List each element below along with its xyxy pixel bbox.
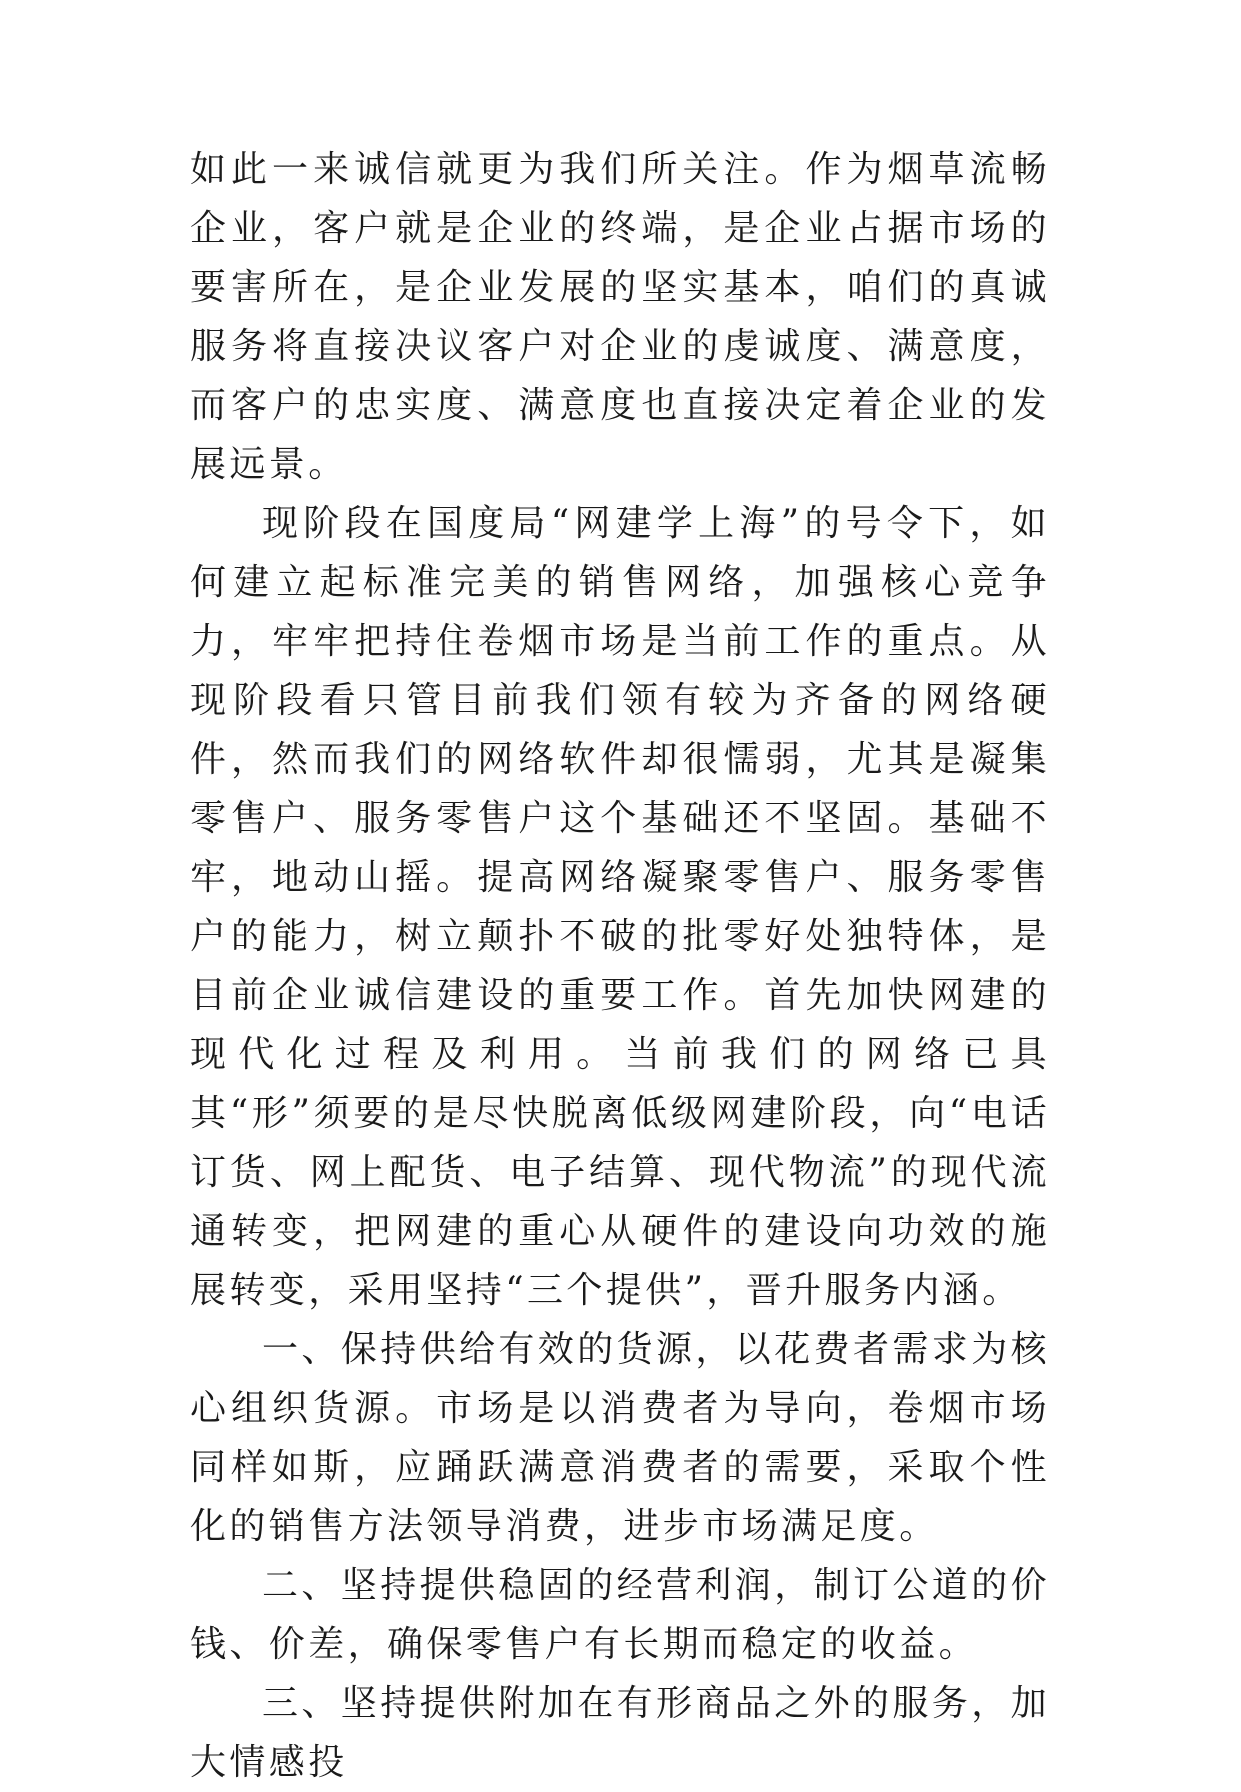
paragraph-5: 三、坚持提供附加在有形商品之外的服务，加大情感投 bbox=[190, 1683, 1051, 1783]
paragraph-4: 二、坚持提供稳固的经营利润，制订公道的价钱、价差，确保零售户有长期而稳定的收益。 bbox=[190, 1565, 1051, 1665]
paragraph-3: 一、保持供给有效的货源，以花费者需求为核心组织货源。市场是以消费者为导向，卷烟市场同样如斯，应踊跃满意消费者的需要，采取个性化的销售方法领导消费，进步市场满足度。 bbox=[190, 1329, 1051, 1547]
document-page bbox=[190, 140, 1050, 1792]
paragraph-1: 如此一来诚信就更为我们所关注。作为烟草流畅企业，客户就是企业的终端，是企业占据市场的要害所在，是企业发展的坚实基本，咱们的真诚服务将直接决议客户对企业的虔诚度、满意度，而客户的忠实度、满意度也直接决定着企业的发展远景。 bbox=[190, 149, 1050, 485]
paragraph-2: 现阶段在国度局“网建学上海”的号令下，如何建立起标准完美的销售网络，加强核心竞争力，牢牢把持住卷烟市场是当前工作的重点。从现阶段看只管目前我们领有较为齐备的网络硬件，然而我们的网络软件却很懦弱，尤其是凝集零售户、服务零售户这个基础还不坚固。基础不牢，地动山摇。提高网络凝聚零售户、服务零售户的能力，树立颠扑不破的批零好处独特体，是目前企业诚信建设的重要工作。首先加快网建的现代化过程及利用。当前我们的网络已具其“形”须要的是尽快脱离低级网建阶段，向“电话订货、网上配货、电子结算、现代物流”的现代流通转变，把网建的重心从硬件的建设向功效的施展转变，采用坚持“三个提供”，晋升服务内涵。 bbox=[190, 503, 1050, 1311]
